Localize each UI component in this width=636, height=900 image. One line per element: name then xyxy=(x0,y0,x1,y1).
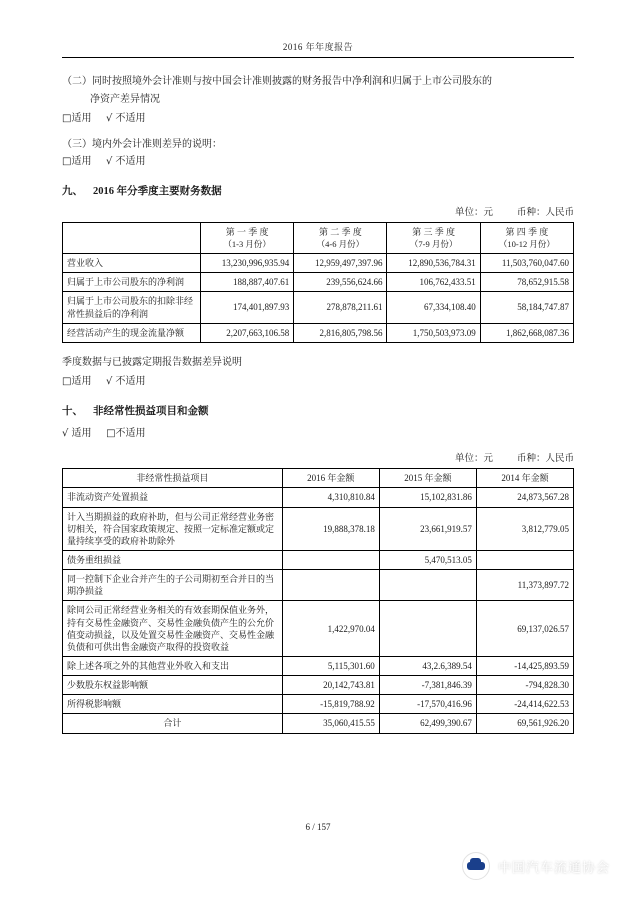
page-number: 6 / 157 xyxy=(305,822,331,832)
column-header-2015: 2015 年金额 xyxy=(379,469,476,488)
q3-sub: （7-9 月份） xyxy=(409,238,458,249)
quarter-note-applicable-checkbox[interactable]: □适用 xyxy=(62,376,92,388)
row-label-income-tax-effect: 所得税影响额 xyxy=(63,695,283,714)
cell-adjusted-net-profit-q1: 174,401,897.93 xyxy=(200,292,293,323)
watermark-text: 中国汽车流通协会 xyxy=(497,859,610,875)
table-row xyxy=(63,488,574,507)
cell-revenue-q4: 11,503,760,047.60 xyxy=(480,254,573,273)
page-header xyxy=(62,0,574,53)
cell-operating-cashflow-q2: 2,816,805,798.56 xyxy=(294,323,387,342)
section-9-title: 2016 年分季度主要财务数据 xyxy=(93,185,222,197)
section-10-title: 非经常性损益项目和金额 xyxy=(93,405,209,417)
quarter-table-unit: 单位：元 xyxy=(454,207,493,218)
column-header-item: 非经常性损益项目 xyxy=(63,469,283,488)
column-header-2014: 2014 年金额 xyxy=(476,469,573,488)
section-3-title: （三）境内外会计准则差异的说明： xyxy=(62,138,222,150)
cell-revenue-q2: 12,959,497,397.96 xyxy=(294,254,387,273)
cell-fair-value-changes-2014: 69,137,026.57 xyxy=(476,601,573,657)
q2-sub: （4-6 月份） xyxy=(316,238,365,249)
cell-asset-disposal-2016: 4,310,810.84 xyxy=(282,488,379,507)
section-9-heading xyxy=(62,184,574,200)
table-row xyxy=(63,292,574,323)
section-10-applicable-checkbox[interactable]: √ 适用 xyxy=(62,428,92,440)
section-10-number: 十、 xyxy=(62,405,83,417)
table-row xyxy=(63,570,574,601)
cell-minority-interest-2016: 20,142,743.81 xyxy=(282,676,379,695)
cell-minority-interest-2015: -7,381,846.39 xyxy=(379,676,476,695)
cell-operating-cashflow-q1: 2,207,663,106.58 xyxy=(200,323,293,342)
table-total-row xyxy=(63,714,574,733)
cell-debt-restructuring-2016 xyxy=(282,550,379,569)
header-divider xyxy=(62,57,574,58)
quarter-table-currency: 币种：人民币 xyxy=(516,207,574,218)
section-9-number: 九、 xyxy=(62,185,83,197)
cell-common-control-merger-2016 xyxy=(282,570,379,601)
cell-income-tax-effect-2016: -15,819,788.92 xyxy=(282,695,379,714)
cell-asset-disposal-2015: 15,102,831.86 xyxy=(379,488,476,507)
row-label-other-nonoperating: 除上述各项之外的其他营业外收入和支出 xyxy=(63,656,283,675)
row-label-net-profit: 归属于上市公司股东的净利润 xyxy=(63,273,201,292)
cell-total-2015: 62,499,390.67 xyxy=(379,714,476,733)
table-row xyxy=(63,254,574,273)
quarter-table-corner-cell xyxy=(63,223,201,254)
section-3-checkboxes xyxy=(62,154,574,170)
cell-other-nonoperating-2016: 5,115,301.60 xyxy=(282,656,379,675)
row-label-total: 合计 xyxy=(63,714,283,733)
table-header-row xyxy=(63,469,574,488)
row-label-debt-restructuring: 债务重组损益 xyxy=(63,550,283,569)
cell-common-control-merger-2015 xyxy=(379,570,476,601)
table-header-row xyxy=(63,223,574,254)
cell-net-profit-q4: 78,652,915.58 xyxy=(480,273,573,292)
row-label-asset-disposal: 非流动资产处置损益 xyxy=(63,488,283,507)
cell-minority-interest-2014: -794,828.30 xyxy=(476,676,573,695)
table-row xyxy=(63,695,574,714)
cell-debt-restructuring-2014 xyxy=(476,550,573,569)
row-label-adjusted-net-profit: 归属于上市公司股东的扣除非经常性损益后的净利润 xyxy=(63,292,201,323)
cell-adjusted-net-profit-q4: 58,184,747.87 xyxy=(480,292,573,323)
section-10-checkboxes xyxy=(62,426,574,442)
cell-government-grants-2016: 19,888,378.18 xyxy=(282,507,379,550)
row-label-operating-cashflow: 经营活动产生的现金流量净额 xyxy=(63,323,201,342)
cell-government-grants-2015: 23,661,919.57 xyxy=(379,507,476,550)
nonrecurring-table-unit: 单位：元 xyxy=(454,453,493,464)
q4-name: 第 四 季 度 xyxy=(505,227,549,238)
column-header-q2 xyxy=(294,223,387,254)
watermark xyxy=(462,852,610,880)
cell-operating-cashflow-q3: 1,750,503,973.09 xyxy=(387,323,480,342)
section-3-applicable-checkbox[interactable]: □适用 xyxy=(62,156,92,167)
cell-asset-disposal-2014: 24,873,567.28 xyxy=(476,488,573,507)
nonrecurring-table-currency: 币种：人民币 xyxy=(516,453,574,464)
section-2-applicable-checkbox[interactable]: □适用 xyxy=(62,113,92,124)
cell-total-2014: 69,561,926.20 xyxy=(476,714,573,733)
running-title: 2016 年年度报告 xyxy=(282,42,354,52)
cell-operating-cashflow-q4: 1,862,668,087.36 xyxy=(480,323,573,342)
row-label-revenue: 营业收入 xyxy=(63,254,201,273)
cell-net-profit-q3: 106,762,433.51 xyxy=(387,273,480,292)
cell-adjusted-net-profit-q3: 67,334,108.40 xyxy=(387,292,480,323)
cell-net-profit-q2: 239,556,624.66 xyxy=(294,273,387,292)
section-2-title-line1: （二）同时按照境外会计准则与按中国会计准则披露的财务报告中净利润和归属于上市公司股东的 xyxy=(62,76,492,87)
table-row xyxy=(63,676,574,695)
q3-name: 第 三 季 度 xyxy=(412,227,455,238)
cell-other-nonoperating-2014: -14,425,893.59 xyxy=(476,656,573,675)
table-row xyxy=(63,507,574,550)
row-label-government-grants: 计入当期损益的政府补助，但与公司正常经营业务密切相关，符合国家政策规定、按照一定标准定额或定量持续享受的政府补助除外 xyxy=(63,507,283,550)
cell-other-nonoperating-2015: 43,2.6,389.54 xyxy=(379,656,476,675)
quarter-note-text: 季度数据与已披露定期报告数据差异说明 xyxy=(62,356,242,368)
column-header-q1 xyxy=(200,223,293,254)
section-10-heading xyxy=(62,404,574,420)
row-label-fair-value-changes: 除同公司正常经营业务相关的有效套期保值业务外，持有交易性金融资产、交易性金融负债产生的公允价值变动损益，以及处置交易性金融资产、交易性金融负债和可供出售金融资产取得的投资收益 xyxy=(63,601,283,657)
table-row xyxy=(63,273,574,292)
section-2-title-line2: 净资产差异情况 xyxy=(90,93,160,105)
q1-sub: （1-3 月份） xyxy=(223,238,271,249)
table-row xyxy=(63,601,574,657)
cell-government-grants-2014: 3,812,779.05 xyxy=(476,507,573,550)
q1-name: 第 一 季 度 xyxy=(225,227,269,238)
cell-revenue-q1: 13,230,996,935.94 xyxy=(200,254,293,273)
section-3-not-applicable-checkbox[interactable]: √ 不适用 xyxy=(105,156,146,167)
row-label-common-control-merger: 同一控制下企业合并产生的子公司期初至合并日的当期净损益 xyxy=(63,570,283,601)
column-header-q3 xyxy=(387,223,480,254)
nonrecurring-table-unit-line xyxy=(62,452,574,467)
quarterly-financial-table xyxy=(62,222,574,342)
cell-fair-value-changes-2016: 1,422,970.04 xyxy=(282,601,379,657)
cell-revenue-q3: 12,890,536,784.31 xyxy=(387,254,480,273)
association-logo-icon xyxy=(462,852,490,880)
section-2-checkboxes xyxy=(62,111,574,127)
column-header-q4 xyxy=(480,223,573,254)
cell-net-profit-q1: 188,887,407.61 xyxy=(200,273,293,292)
table-row xyxy=(63,323,574,342)
column-header-2016: 2016 年金额 xyxy=(282,469,379,488)
nonrecurring-items-table xyxy=(62,468,574,733)
table-row xyxy=(63,550,574,569)
document-body xyxy=(62,74,574,734)
cell-common-control-merger-2014: 11,373,897.72 xyxy=(476,570,573,601)
cell-adjusted-net-profit-q2: 278,878,211.61 xyxy=(294,292,387,323)
table-row xyxy=(63,656,574,675)
quarter-note-not-applicable-checkbox[interactable]: √ 不适用 xyxy=(105,376,146,388)
section-2-not-applicable-checkbox[interactable]: √ 不适用 xyxy=(105,113,146,124)
cell-total-2016: 35,060,415.55 xyxy=(282,714,379,733)
quarter-note-checkboxes xyxy=(62,374,574,390)
cell-debt-restructuring-2015: 5,470,513.05 xyxy=(379,550,476,569)
quarter-table-unit-line xyxy=(62,206,574,221)
cell-income-tax-effect-2015: -17,570,416.96 xyxy=(379,695,476,714)
q2-name: 第 二 季 度 xyxy=(318,227,362,238)
section-10-not-applicable-checkbox[interactable]: □不适用 xyxy=(106,428,146,440)
row-label-minority-interest: 少数股东权益影响额 xyxy=(63,676,283,695)
cell-income-tax-effect-2014: -24,414,622.53 xyxy=(476,695,573,714)
cell-fair-value-changes-2015 xyxy=(379,601,476,657)
q4-sub: （10-12 月份） xyxy=(498,238,555,249)
